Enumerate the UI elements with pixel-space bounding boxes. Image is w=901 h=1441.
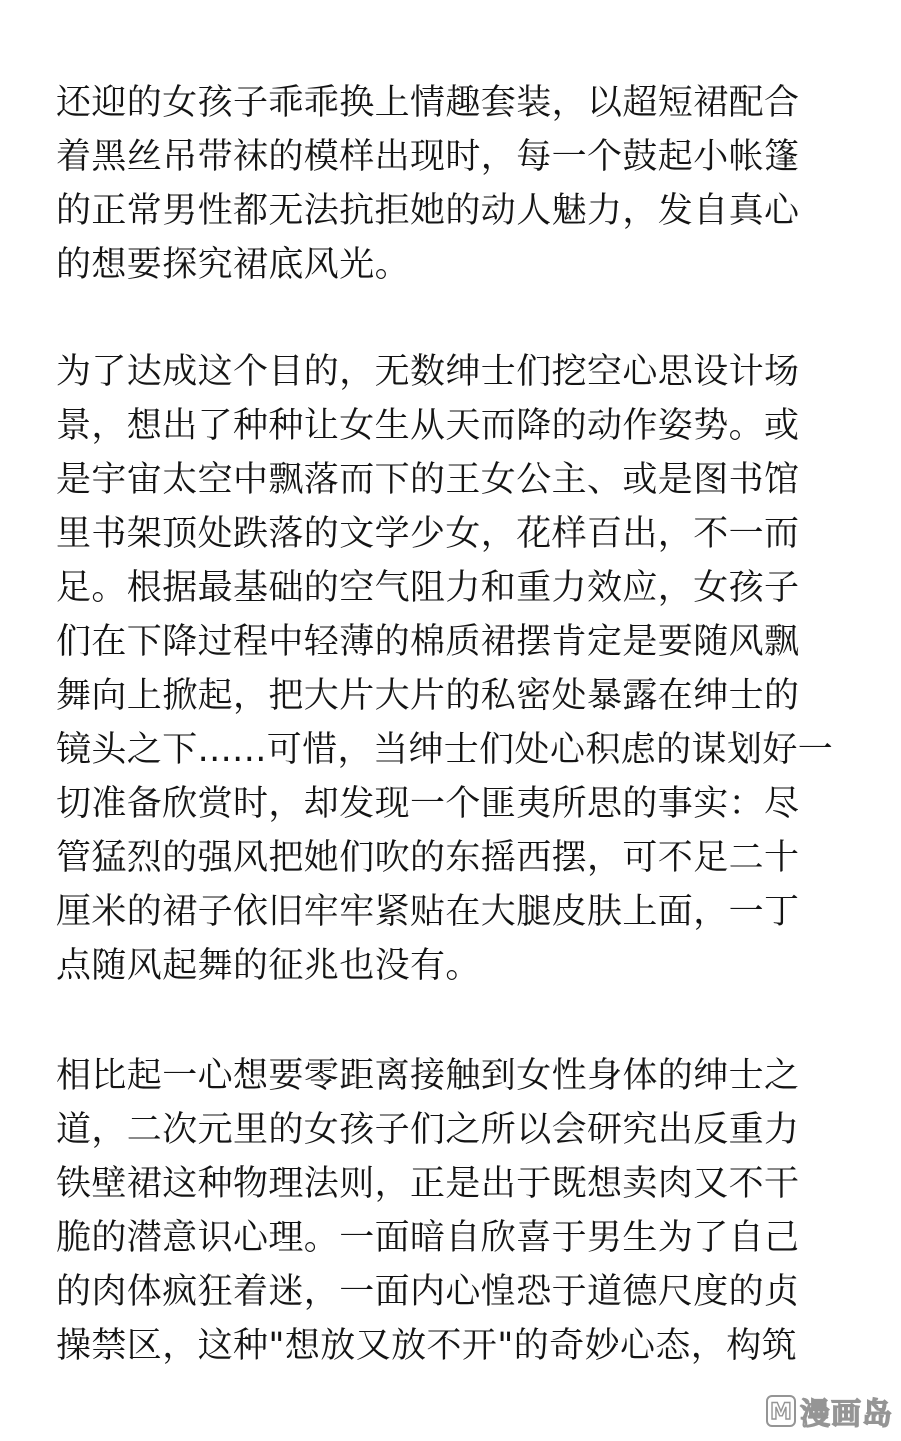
text-line: 操禁区，这种"想放又放不开"的奇妙心态，构筑 [56, 1326, 797, 1366]
paragraph-1 [56, 76, 856, 292]
text-line: 里书架顶处跌落的文学少女，花样百出，不一而 [56, 514, 800, 554]
text-line: 铁壁裙这种物理法则，正是出于既想卖肉又不干 [56, 1164, 800, 1204]
text-line: 的想要探究裙底风光。 [56, 245, 411, 285]
paragraph-3 [56, 1049, 856, 1373]
text-line: 管猛烈的强风把她们吹的东摇西摆，可不足二十 [56, 838, 800, 878]
text-line: 们在下降过程中轻薄的棉质裙摆肯定是要随风飘 [56, 622, 800, 662]
text-line: 舞向上掀起，把大片大片的私密处暴露在绅士的 [56, 676, 800, 716]
text-line: 的肉体疯狂着迷，一面内心惶恐于道德尺度的贞 [56, 1272, 800, 1312]
text-line: 景，想出了种种让女生从天而降的动作姿势。或 [56, 406, 800, 446]
svg-text:M: M [770, 1400, 792, 1425]
text-line: 为了达成这个目的，无数绅士们挖空心思设计场 [56, 352, 800, 392]
watermark-text: 漫画岛 [800, 1397, 893, 1432]
text-line: 着黑丝吊带袜的模样出现时，每一个鼓起小帐篷 [56, 137, 800, 177]
text-line: 点随风起舞的征兆也没有。 [56, 946, 481, 986]
text-line: 是宇宙太空中飘落而下的王女公主、或是图书馆 [56, 460, 800, 500]
text-line: 道，二次元里的女孩子们之所以会研究出反重力 [56, 1110, 800, 1150]
text-line: 镜头之下......可惜，当绅士们处心积虑的谋划好一 [56, 730, 834, 770]
text-line: 足。根据最基础的空气阻力和重力效应，女孩子 [56, 568, 800, 608]
text-line: 脆的潜意识心理。一面暗自欣喜于男生为了自己 [56, 1218, 800, 1258]
text-line: 的正常男性都无法抗拒她的动人魅力，发自真心 [56, 191, 800, 231]
text-line: 还迎的女孩子乖乖换上情趣套装，以超短裙配合 [56, 83, 800, 123]
text-line: 切准备欣赏时，却发现一个匪夷所思的事实：尽 [56, 784, 800, 824]
text-line: 相比起一心想要零距离接触到女性身体的绅士之 [56, 1056, 800, 1096]
m-logo-icon [766, 1395, 796, 1427]
text-line: 厘米的裙子依旧牢牢紧贴在大腿皮肤上面，一丁 [56, 892, 800, 932]
watermark [766, 1391, 893, 1431]
paragraph-2 [56, 345, 856, 993]
